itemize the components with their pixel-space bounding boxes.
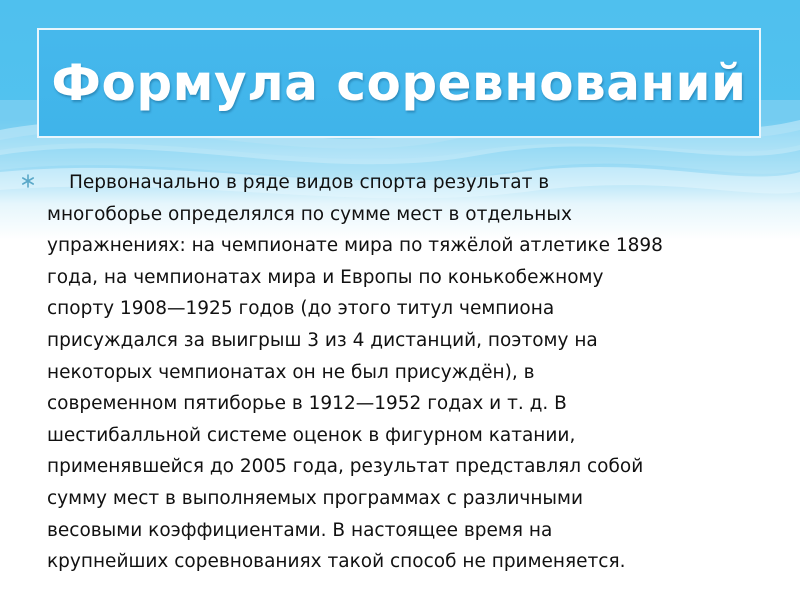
body-line: многоборье определялся по сумме мест в отдельных [47, 203, 572, 225]
body-line: сумму мест в выполняемых программах с различными [47, 487, 584, 509]
body-line: присуждался за выигрыш 3 из 4 дистанций, поэтому на [47, 329, 598, 351]
body-line: применявшейся до 2005 года, результат представлял собой [47, 456, 644, 478]
body-line: шестибалльной системе оценок в фигурном катании, [47, 424, 576, 446]
body-line: некоторых чемпионатах он не был присуждён), в [47, 361, 535, 383]
body-line: современном пятиборье в 1912—1952 годах и т. д. В [47, 393, 567, 415]
title-box [37, 28, 761, 138]
body-line: весовыми коэффициентами. В настоящее время на [47, 519, 553, 541]
body-line: крупнейших соревнованиях такой способ не применяется. [47, 551, 626, 573]
body-line: года, на чемпионатах мира и Европы по конькобежному [47, 266, 604, 288]
body-line: Первоначально в ряде видов спорта результат в [69, 172, 550, 193]
body-line: упражнениях: на чемпионате мира по тяжёлой атлетике 1898 [47, 235, 663, 257]
asterisk-bullet-icon [20, 173, 36, 189]
body-paragraph [47, 167, 782, 578]
body-line: спорту 1908—1925 годов (до этого титул чемпиона [47, 298, 555, 320]
slide-title: Формула соревнований [51, 54, 747, 112]
